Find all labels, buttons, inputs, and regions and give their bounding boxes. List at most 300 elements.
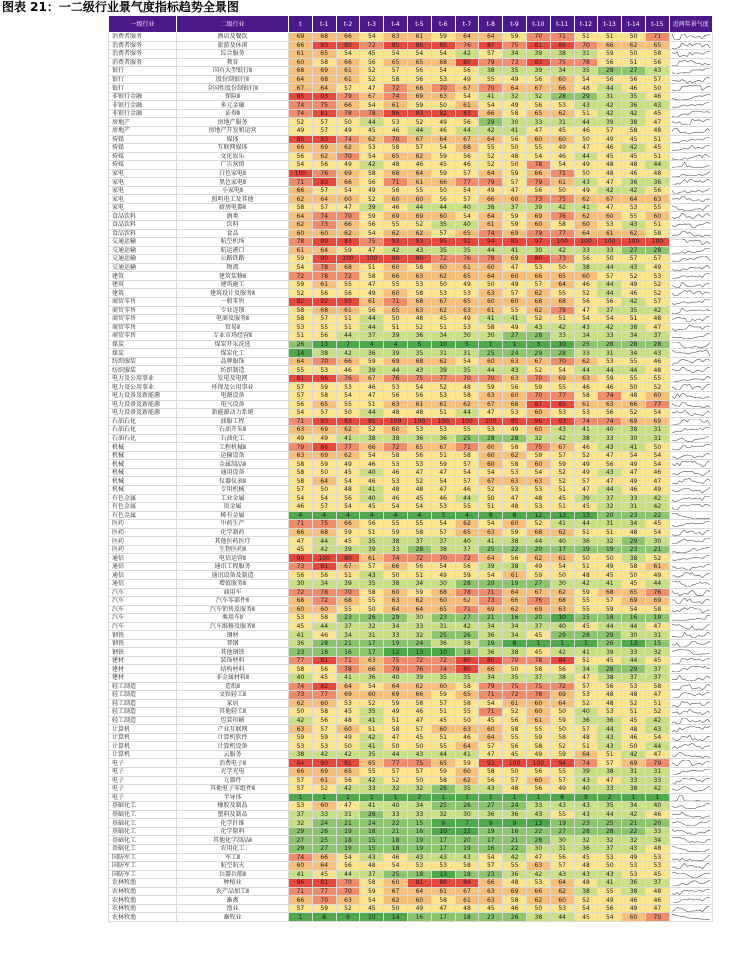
trend-sparkline	[669, 374, 712, 383]
level2-industry: 全国性股份制银行Ⅱ	[177, 84, 289, 93]
heat-cell: 54	[645, 451, 669, 460]
level2-industry: 房地产开发和运营	[177, 127, 289, 136]
heat-cell: 33	[622, 648, 646, 657]
sparkline-path	[672, 290, 710, 296]
heat-cell: 58	[574, 391, 598, 400]
heat-cell: 56	[407, 67, 431, 76]
heat-cell: 65	[312, 400, 336, 409]
heat-cell: 38	[289, 750, 313, 759]
heat-cell: 44	[622, 656, 646, 665]
trend-sparkline	[669, 92, 712, 101]
trend-sparkline	[669, 178, 712, 187]
heat-cell: 60	[384, 195, 408, 204]
sparkline-path	[672, 384, 710, 390]
heat-cell: 54	[431, 67, 455, 76]
heat-cell: 56	[526, 768, 550, 777]
heat-cell: 62	[384, 896, 408, 905]
heat-cell: 41	[360, 742, 384, 751]
heat-cell: 53	[645, 853, 669, 862]
figure-title: 图表 21：一二级行业景气度指标趋势全景图	[2, 0, 239, 14]
heat-cell: 59	[503, 169, 527, 178]
level1-industry: 电力设备及新能源	[109, 409, 177, 418]
heat-cell: 55	[384, 520, 408, 529]
trend-sparkline	[669, 639, 712, 648]
heat-cell: 56	[645, 186, 669, 195]
table-row	[109, 503, 713, 512]
level2-industry: 增值服务Ⅱ	[177, 580, 289, 589]
heat-cell: 51	[384, 716, 408, 725]
heat-cell: 80	[455, 665, 479, 674]
heat-cell: 58	[289, 460, 313, 469]
heat-cell: 49	[455, 280, 479, 289]
heat-cell: 49	[645, 571, 669, 580]
trend-sparkline	[669, 750, 712, 759]
heat-cell: 56	[645, 58, 669, 67]
level2-industry: 证券Ⅱ	[177, 109, 289, 118]
heat-cell: 62	[526, 306, 550, 315]
heat-cell: 66	[384, 272, 408, 281]
level2-industry: 装饰材料	[177, 656, 289, 665]
sparkline-path	[672, 239, 710, 245]
sparkline-path	[672, 393, 710, 399]
heat-cell: 83	[336, 417, 360, 426]
sparkline-path	[672, 786, 710, 792]
heat-cell: 45	[645, 656, 669, 665]
heat-cell: 51	[574, 528, 598, 537]
sparkline-path	[672, 256, 710, 262]
level1-industry: 交通运输	[109, 246, 177, 255]
trend-sparkline	[669, 426, 712, 435]
heat-cell: 27	[312, 844, 336, 853]
heat-cell: 21	[645, 545, 669, 554]
level2-industry: 股份制银行Ⅱ	[177, 75, 289, 84]
heat-cell: 54	[360, 101, 384, 110]
heat-cell: 42	[550, 246, 574, 255]
heat-cell: 61	[312, 280, 336, 289]
heat-cell: 56	[312, 571, 336, 580]
heat-cell: 44	[360, 118, 384, 127]
trend-sparkline	[669, 58, 712, 67]
heat-cell: 65	[645, 41, 669, 50]
heat-cell: 61	[645, 562, 669, 571]
heat-cell: 85	[550, 400, 574, 409]
heat-cell: 19	[598, 545, 622, 554]
heat-cell: 63	[407, 272, 431, 281]
level1-industry: 通信	[109, 554, 177, 563]
heat-cell: 47	[360, 391, 384, 400]
heat-cell: 90	[407, 255, 431, 264]
table-row	[109, 186, 713, 195]
heat-cell: 62	[622, 41, 646, 50]
heat-cell: 77	[645, 400, 669, 409]
heatmap-table	[108, 15, 713, 922]
trend-sparkline	[669, 434, 712, 443]
heat-cell: 53	[312, 366, 336, 375]
level1-industry: 农林牧渔	[109, 904, 177, 913]
heat-cell: 45	[431, 716, 455, 725]
heat-cell: 62	[407, 229, 431, 238]
heat-cell: 46	[550, 152, 574, 161]
heat-cell: 89	[550, 41, 574, 50]
heat-cell: 69	[312, 426, 336, 435]
heat-cell: 55	[336, 400, 360, 409]
trend-sparkline	[669, 588, 712, 597]
heat-cell: 54	[455, 212, 479, 221]
heat-cell: 65	[455, 691, 479, 700]
sparkline-path	[672, 273, 710, 279]
level1-industry: 医药	[109, 528, 177, 537]
heat-cell: 42	[336, 750, 360, 759]
heat-cell: 73	[312, 221, 336, 230]
heat-cell: 50	[550, 708, 574, 717]
heat-cell: 68	[384, 169, 408, 178]
heat-cell: 79	[479, 178, 503, 187]
heat-cell: 37	[622, 674, 646, 683]
heat-cell: 49	[503, 426, 527, 435]
heat-cell: 54	[312, 494, 336, 503]
heat-cell: 41	[360, 716, 384, 725]
heat-cell: 62	[407, 152, 431, 161]
table-row	[109, 904, 713, 913]
heat-cell: 59	[384, 528, 408, 537]
trend-sparkline	[669, 793, 712, 802]
table-row	[109, 75, 713, 84]
trend-sparkline	[669, 537, 712, 546]
heat-cell: 71	[384, 297, 408, 306]
level2-industry: 煤炭化工	[177, 349, 289, 358]
sparkline-path	[672, 461, 710, 467]
sparkline-path	[672, 855, 710, 861]
heat-cell: 66	[407, 691, 431, 700]
heat-cell: 59	[526, 451, 550, 460]
heat-cell: 49	[622, 460, 646, 469]
heat-cell: 62	[550, 528, 574, 537]
heat-cell: 60	[431, 597, 455, 606]
heat-cell: 60	[503, 520, 527, 529]
heat-cell: 87	[526, 400, 550, 409]
trend-sparkline	[669, 768, 712, 777]
sparkline-path	[672, 914, 710, 920]
heat-cell: 64	[622, 195, 646, 204]
level2-industry: 电商及服务Ⅱ	[177, 315, 289, 324]
level2-industry: 工程机械Ⅱ	[177, 443, 289, 452]
heat-cell: 1	[336, 793, 360, 802]
sparkline-path	[672, 402, 710, 408]
heat-cell: 66	[526, 169, 550, 178]
heat-cell: 51	[431, 451, 455, 460]
level1-industry: 交通运输	[109, 263, 177, 272]
heat-cell: 18	[598, 614, 622, 623]
heat-cell: 44	[431, 750, 455, 759]
heat-cell: 59	[431, 460, 455, 469]
heat-cell: 52	[360, 75, 384, 84]
heat-cell: 43	[574, 323, 598, 332]
heat-cell: 48	[598, 161, 622, 170]
table-row	[109, 887, 713, 896]
table-row	[109, 793, 713, 802]
heat-cell: 57	[455, 477, 479, 486]
heat-cell: 33	[526, 118, 550, 127]
heat-cell: 18	[312, 648, 336, 657]
heat-cell: 52	[526, 315, 550, 324]
heat-cell: 47	[431, 468, 455, 477]
heat-cell: 13	[431, 870, 455, 879]
heat-cell: 67	[598, 195, 622, 204]
heat-cell: 100	[431, 417, 455, 426]
heat-cell: 52	[526, 366, 550, 375]
level1-industry: 商贸零售	[109, 315, 177, 324]
trend-sparkline	[669, 759, 712, 768]
heat-cell: 30	[526, 844, 550, 853]
heat-cell: 36	[407, 434, 431, 443]
level1-industry: 汽车	[109, 588, 177, 597]
heat-cell: 54	[645, 409, 669, 418]
heat-cell: 42	[645, 503, 669, 512]
heat-cell: 47	[479, 750, 503, 759]
heat-cell: 73	[526, 195, 550, 204]
trend-sparkline	[669, 169, 712, 178]
heat-cell: 79	[289, 443, 313, 452]
heat-cell: 35	[455, 785, 479, 794]
heat-cell: 58	[289, 665, 313, 674]
level2-industry: 综合服务	[177, 50, 289, 59]
heat-cell: 50	[550, 571, 574, 580]
heat-cell: 37	[526, 622, 550, 631]
heat-cell: 52	[574, 699, 598, 708]
heat-cell: 56	[503, 135, 527, 144]
heat-cell: 65	[526, 109, 550, 118]
heat-cell: 35	[407, 349, 431, 358]
heat-cell: 54	[455, 468, 479, 477]
heat-cell: 33	[312, 810, 336, 819]
heat-cell: 50	[550, 186, 574, 195]
level2-industry: 食品	[177, 229, 289, 238]
heat-cell: 46	[622, 289, 646, 298]
heat-cell: 66	[526, 272, 550, 281]
heat-cell: 48	[622, 725, 646, 734]
heat-cell: 12	[384, 648, 408, 657]
heat-cell: 62	[526, 554, 550, 563]
heat-cell: 52	[645, 554, 669, 563]
level1-industry: 石油石化	[109, 417, 177, 426]
heat-cell: 52	[431, 383, 455, 392]
heat-cell: 47	[574, 674, 598, 683]
heat-cell: 59	[526, 383, 550, 392]
table-row	[109, 588, 713, 597]
heat-cell: 42	[503, 853, 527, 862]
heat-cell: 34	[503, 631, 527, 640]
heat-cell: 57	[503, 178, 527, 187]
heat-cell: 60	[312, 699, 336, 708]
heat-cell: 79	[526, 178, 550, 187]
heat-cell: 70	[479, 374, 503, 383]
table-row	[109, 836, 713, 845]
heat-cell: 60	[550, 896, 574, 905]
heat-cell: 33	[407, 810, 431, 819]
trend-sparkline	[669, 674, 712, 683]
level1-industry: 电力设备及新能源	[109, 391, 177, 400]
heat-cell: 71	[479, 588, 503, 597]
heat-cell: 35	[431, 674, 455, 683]
heat-cell: 81	[336, 759, 360, 768]
heat-cell: 78	[526, 691, 550, 700]
sparkline-path	[672, 504, 710, 510]
level1-industry: 建筑	[109, 280, 177, 289]
heat-cell: 57	[455, 460, 479, 469]
heat-cell: 28	[550, 92, 574, 101]
heat-cell: 57	[289, 383, 313, 392]
heat-cell: 54	[455, 92, 479, 101]
heat-cell: 47	[645, 904, 669, 913]
sparkline-path	[672, 265, 710, 271]
heat-cell: 39	[407, 674, 431, 683]
heat-cell: 56	[598, 297, 622, 306]
heat-cell: 100	[526, 759, 550, 768]
trend-sparkline	[669, 622, 712, 631]
heat-cell: 43	[645, 349, 669, 358]
heat-cell: 78	[312, 263, 336, 272]
heat-cell: 56	[479, 776, 503, 785]
level1-industry: 家电	[109, 186, 177, 195]
heat-cell: 31	[598, 349, 622, 358]
heat-cell: 56	[526, 101, 550, 110]
sparkline-path	[672, 641, 710, 647]
heat-cell: 59	[312, 904, 336, 913]
table-row	[109, 246, 713, 255]
heat-cell: 66	[622, 400, 646, 409]
heat-cell: 1	[526, 793, 550, 802]
heat-cell: 41	[336, 434, 360, 443]
heat-cell: 54	[455, 357, 479, 366]
heat-cell: 81	[407, 879, 431, 888]
heat-cell: 82	[431, 109, 455, 118]
heat-cell: 62	[431, 272, 455, 281]
heat-cell: 53	[455, 289, 479, 298]
level1-industry: 传媒	[109, 152, 177, 161]
heat-cell: 16	[503, 614, 527, 623]
heat-cell: 72	[455, 554, 479, 563]
heat-cell: 48	[384, 409, 408, 418]
heat-cell: 56	[431, 195, 455, 204]
heat-cell: 55	[526, 144, 550, 153]
heat-cell: 67	[526, 84, 550, 93]
trend-sparkline	[669, 255, 712, 264]
header-trend: 近两年景气度	[669, 16, 712, 33]
heat-cell: 37	[360, 870, 384, 879]
trend-sparkline	[669, 451, 712, 460]
heat-cell: 53	[431, 289, 455, 298]
heat-cell: 43	[526, 323, 550, 332]
heat-cell: 41	[289, 631, 313, 640]
heat-cell: 53	[431, 503, 455, 512]
level2-industry: 军工Ⅱ	[177, 853, 289, 862]
heat-cell: 49	[550, 785, 574, 794]
heat-cell: 2	[407, 793, 431, 802]
level2-industry: 计算机设备	[177, 742, 289, 751]
sparkline-path	[672, 803, 710, 809]
sparkline-path	[672, 906, 710, 912]
heat-cell: 49	[526, 750, 550, 759]
heat-cell: 1	[622, 793, 646, 802]
heat-cell: 46	[455, 733, 479, 742]
heat-cell: 37	[503, 203, 527, 212]
heat-cell: 56	[550, 853, 574, 862]
heat-cell: 33	[622, 776, 646, 785]
heat-cell: 30	[289, 580, 313, 589]
heat-cell: 57	[574, 477, 598, 486]
level2-industry: 通用设备	[177, 468, 289, 477]
heat-cell: 66	[479, 665, 503, 674]
heat-cell: 53	[574, 409, 598, 418]
level2-industry: 建筑设计及服务Ⅱ	[177, 289, 289, 298]
heat-cell: 60	[384, 588, 408, 597]
heat-cell: 100	[622, 238, 646, 247]
table-row	[109, 614, 713, 623]
heat-cell: 83	[312, 135, 336, 144]
heat-cell: 37	[598, 306, 622, 315]
level1-industry: 汽车	[109, 597, 177, 606]
heat-cell: 34	[431, 332, 455, 341]
level1-industry: 轻工制造	[109, 708, 177, 717]
heat-cell: 59	[336, 528, 360, 537]
heat-cell: 4	[455, 511, 479, 520]
heat-cell: 35	[360, 708, 384, 717]
heat-cell: 57	[574, 682, 598, 691]
heat-cell: 1	[384, 793, 408, 802]
heat-cell: 78	[574, 58, 598, 67]
level2-industry: 汽车销售及服务Ⅱ	[177, 605, 289, 614]
heat-cell: 46	[645, 357, 669, 366]
heat-cell: 58	[289, 203, 313, 212]
level1-industry: 煤炭	[109, 340, 177, 349]
level2-industry: 公路铁路	[177, 255, 289, 264]
heat-cell: 64	[574, 229, 598, 238]
heat-cell: 59	[503, 33, 527, 42]
sparkline-path	[672, 692, 710, 698]
heat-cell: 28	[645, 340, 669, 349]
table-row	[109, 725, 713, 734]
table-row	[109, 161, 713, 170]
heat-cell: 66	[384, 562, 408, 571]
heat-cell: 64	[431, 135, 455, 144]
heat-cell: 67	[455, 135, 479, 144]
heat-cell: 45	[479, 904, 503, 913]
heat-cell: 33	[598, 246, 622, 255]
table-row	[109, 203, 713, 212]
heat-cell: 64	[550, 280, 574, 289]
heat-cell: 17	[360, 648, 384, 657]
heat-cell: 55	[407, 520, 431, 529]
heat-cell: 53	[289, 614, 313, 623]
heat-cell: 37	[645, 879, 669, 888]
heat-cell: 22	[526, 827, 550, 836]
heat-cell: 37	[407, 537, 431, 546]
heat-cell: 67	[455, 84, 479, 93]
heat-cell: 48	[645, 366, 669, 375]
trend-sparkline	[669, 597, 712, 606]
heat-cell: 32	[503, 92, 527, 101]
heat-cell: 4	[384, 340, 408, 349]
heat-cell: 42	[360, 161, 384, 170]
heat-cell: 33	[407, 622, 431, 631]
heat-cell: 40	[384, 802, 408, 811]
heat-cell: 53	[503, 468, 527, 477]
heat-cell: 46	[384, 494, 408, 503]
trend-sparkline	[669, 554, 712, 563]
heat-cell: 70	[431, 554, 455, 563]
heat-cell: 68	[336, 263, 360, 272]
heat-cell: 63	[384, 33, 408, 42]
